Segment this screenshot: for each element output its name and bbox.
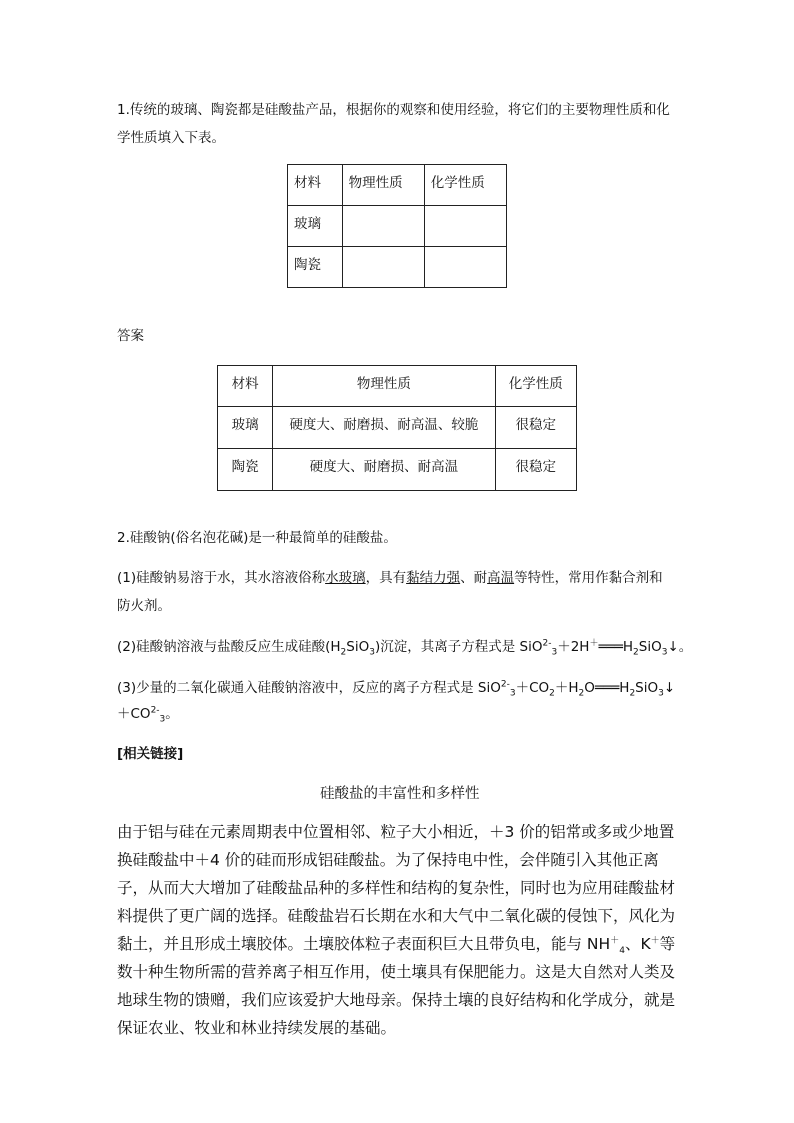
text-segment: )沉淀，其离子方程式是 SiO	[374, 639, 543, 655]
table-cell	[342, 247, 424, 288]
subscript: 2	[578, 688, 585, 699]
answer-label: 答案	[117, 328, 144, 344]
text-segment: ＋2H	[557, 639, 590, 655]
superscript: 2-	[500, 679, 510, 690]
superscript: 2-	[150, 705, 160, 716]
text-segment: ，具有	[365, 570, 407, 586]
table-header-cell: 材料	[288, 165, 343, 206]
text-segment: 由于铝与硅在元素周期表中位置相邻、粒子大小相近，＋3 价的铝常或多或少地置换硅酸盐中＋4 价的硅而形成铝硅酸盐。为了保持电中性，会伴随引入其他正离子，从而大大增加了硅酸盐品种的多样性和结构的复杂性，同时也为应用硅酸盐材料提供了更广阔的选择。硅酸盐岩石长期在水和大气中二氧化碳的侵蚀下，风化为黏土，并且形成土壤胶体。土壤胶体粒子表面积巨大且带负电，能与 NH	[117, 823, 676, 953]
question-1-table	[287, 164, 507, 288]
text-segment: 等数十种生物所需的营养离子相互作用，使土壤具有保肥能力。这是大自然对人类及地球生物的馈赠，我们应该爱护大地母亲。保持土壤的良好结构和化学成分，就是保证农业、牧业和林业持续发展的基础。	[117, 935, 676, 1037]
subscript: 3	[159, 714, 166, 725]
subscript: 3	[658, 688, 664, 699]
text-segment: SiO	[346, 639, 370, 655]
text-segment: ↓	[663, 680, 676, 696]
related-link-label: [相关链接]	[117, 746, 184, 762]
text-segment: ↓。	[667, 639, 693, 655]
subscript: 2	[629, 688, 636, 699]
text-segment: ＋H	[554, 680, 579, 696]
subscript: 3	[509, 688, 516, 699]
question-2-part-3-line-2	[117, 704, 179, 724]
subscript: 2	[633, 647, 639, 658]
subscript: 4	[619, 946, 625, 957]
table-header-cell: 化学性质	[424, 165, 506, 206]
superscript: 2-	[542, 638, 552, 649]
table-cell: 很稳定	[495, 449, 576, 491]
text-segment: SiO	[638, 639, 662, 655]
table-cell	[424, 206, 506, 247]
table-header-cell: 物理性质	[273, 366, 495, 407]
table-cell: 很稳定	[495, 407, 576, 449]
related-link-body	[117, 818, 677, 1042]
answer-underline: 水玻璃	[325, 570, 366, 586]
text-segment: ＋CO	[117, 706, 151, 722]
text-segment: (1)硅酸钠易溶于水，其水溶液俗称	[117, 570, 326, 586]
superscript: ＋	[650, 935, 660, 946]
text-segment: SiO	[635, 680, 659, 696]
table-cell: 陶瓷	[288, 247, 343, 288]
table-header-cell: 物理性质	[342, 165, 424, 206]
text-segment: 、K	[624, 935, 651, 953]
text-segment: 。	[165, 706, 179, 722]
text-segment: (3)少量的二氧化碳通入硅酸钠溶液中，反应的离子方程式是 SiO	[117, 680, 501, 696]
text-segment: 、耐	[460, 570, 488, 586]
table-cell: 玻璃	[218, 407, 273, 449]
answer-table	[217, 365, 577, 491]
question-2-part-1-line-1	[117, 568, 663, 588]
table-header-cell: 材料	[218, 366, 273, 407]
table-header-cell: 化学性质	[495, 366, 576, 407]
text-segment: ＋CO	[515, 680, 550, 696]
superscript: ＋	[610, 935, 620, 946]
answer-underline: 黏结力强	[406, 570, 461, 586]
question-1-text: 1.传统的玻璃、陶瓷都是硅酸盐产品，根据你的观察和使用经验，将它们的主要物理性质和化学性质填入下表。	[117, 102, 670, 146]
table-cell: 玻璃	[288, 206, 343, 247]
subscript: 3	[369, 647, 375, 658]
related-link-title: 硅酸盐的丰富性和多样性	[320, 786, 480, 802]
answer-underline: 高温	[487, 570, 515, 586]
text-segment: (2)硅酸钠溶液与盐酸反应生成硅酸(H	[117, 639, 341, 655]
subscript: 2	[340, 647, 347, 658]
text-segment: 等特性，常用作黏合剂和	[514, 570, 663, 586]
question-2-title: 2.硅酸钠(俗名泡花碱)是一种最简单的硅酸盐。	[117, 530, 397, 546]
text-segment: O═══H	[584, 680, 630, 696]
table-cell	[342, 206, 424, 247]
table-cell: 硬度大、耐磨损、耐高温	[273, 449, 495, 491]
subscript: 3	[661, 647, 668, 658]
table-cell: 硬度大、耐磨损、耐高温、较脆	[273, 407, 495, 449]
text-segment: ═══H	[598, 639, 634, 655]
superscript: ＋	[589, 638, 599, 649]
subscript: 3	[551, 647, 558, 658]
table-cell: 陶瓷	[218, 449, 273, 491]
table-cell	[424, 247, 506, 288]
question-2-part-3-line-1	[117, 678, 675, 698]
question-2-part-1-line-2: 防火剂。	[117, 598, 171, 614]
subscript: 2	[549, 688, 555, 699]
question-2-part-2	[117, 637, 692, 657]
